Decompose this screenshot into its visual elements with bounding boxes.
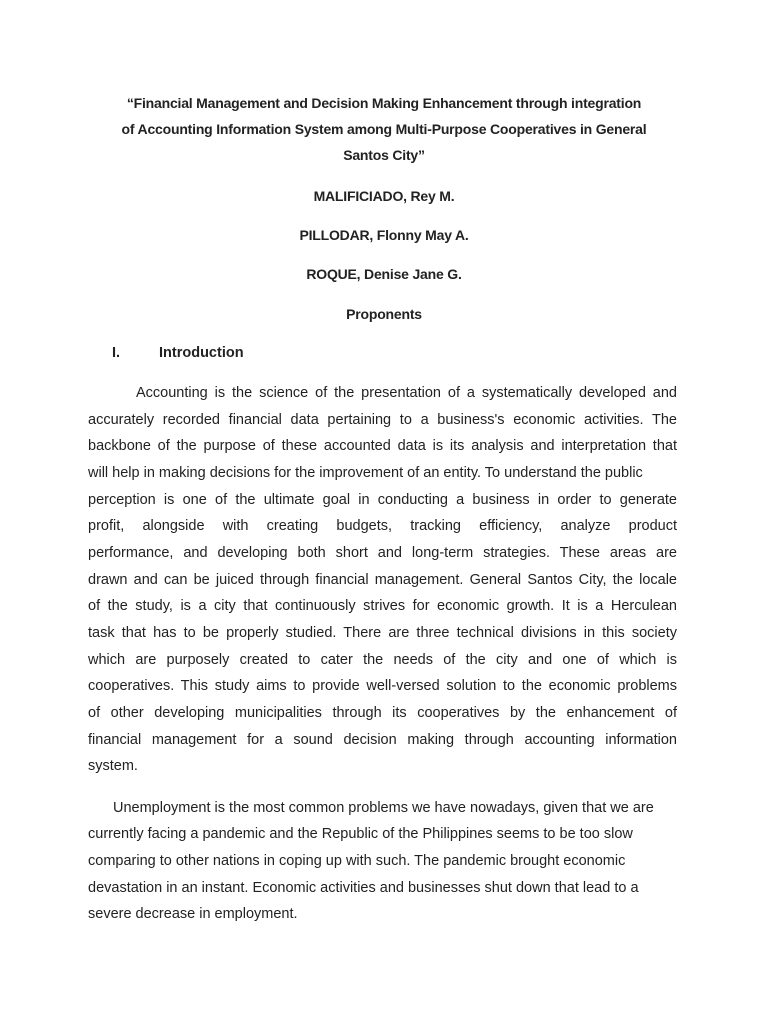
- text-line: of other developing municipalities through its cooperatives by the enhancement of: [88, 705, 677, 721]
- text-line: devastation in an instant. Economic activities and businesses shut down that lead to a: [88, 880, 639, 896]
- title-line: of Accounting Information System among Multi-Purpose Cooperatives in General: [121, 121, 647, 137]
- title-line: Santos City”: [343, 147, 425, 163]
- text-line: perception is one of the ultimate goal in conducting a business in order to generate: [88, 492, 677, 508]
- text-line: severe decrease in employment.: [88, 906, 298, 922]
- text-line: accurately recorded financial data pertaining to a business's economic activities. The: [88, 412, 677, 428]
- text-line: profit, alongside with creating budgets, tracking efficiency, analyze product: [88, 518, 677, 534]
- title-line: “Financial Management and Decision Making Enhancement through integration: [126, 95, 642, 111]
- text-line: system.: [88, 758, 138, 774]
- text-line: currently facing a pandemic and the Republic of the Philippines seems to be too slow: [88, 826, 633, 842]
- text-line: Accounting is the science of the presentation of a systematically developed and: [136, 385, 677, 401]
- section-title: Introduction: [159, 345, 244, 361]
- text-line: comparing to other nations in coping up with such. The pandemic brought economic: [88, 853, 626, 869]
- text-line: cooperatives. This study aims to provide well-versed solution to the economic problems: [88, 678, 677, 694]
- text-line: financial management for a sound decision making through accounting information: [88, 732, 677, 748]
- text-line: Unemployment is the most common problems we have nowadays, given that we are: [113, 800, 654, 816]
- section-number: I.: [112, 345, 121, 361]
- text-line: of the study, is a city that continuously strives for economic growth. It is a Herculean: [88, 598, 677, 614]
- text-line: performance, and developing both short and long-term strategies. These areas are: [88, 545, 677, 561]
- text-line: drawn and can be juiced through financial management. General Santos City, the locale: [88, 572, 677, 588]
- proponents-label: Proponents: [346, 306, 422, 322]
- author-name: ROQUE, Denise Jane G.: [306, 266, 462, 282]
- text-line: which are purposely created to cater the needs of the city and one of which is: [88, 652, 677, 668]
- text-line: task that has to be properly studied. There are three technical divisions in this society: [88, 625, 677, 641]
- text-line: backbone of the purpose of these accounted data is its analysis and interpretation that: [88, 438, 677, 454]
- author-name: PILLODAR, Flonny May A.: [299, 227, 469, 243]
- author-name: MALIFICIADO, Rey M.: [313, 188, 455, 204]
- text-line: will help in making decisions for the improvement of an entity. To understand the public: [88, 465, 643, 481]
